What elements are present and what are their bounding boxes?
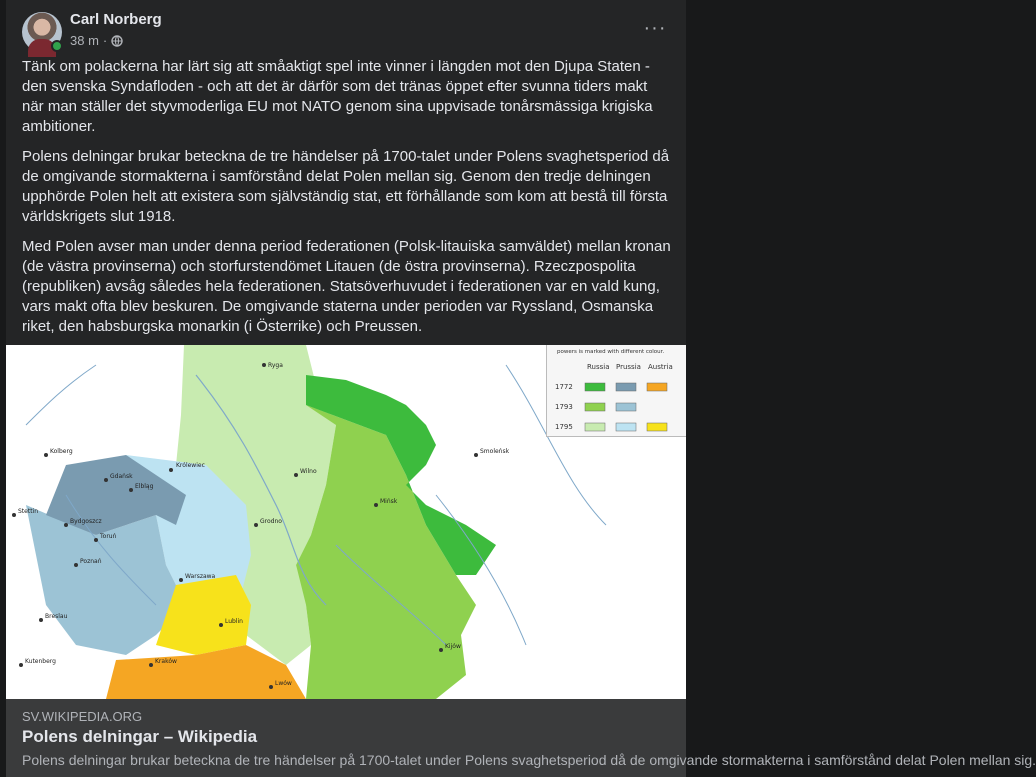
post-text: [22, 57, 672, 347]
legend-col-prussia: Prussia: [616, 363, 641, 371]
link-domain: SV.WIKIPEDIA.ORG: [22, 709, 143, 724]
city-krolewiec: Królewiec: [176, 462, 205, 469]
city-bydgoszcz: Bydgoszcz: [70, 518, 102, 525]
map-legend: [546, 345, 686, 437]
legend-swatch: [647, 383, 667, 391]
post-paragraph-1: Tänk om polackerna har lärt sig att småaktigt spel inte vinner i längden mot den Djupa Staten - den svenska Syndafloden - och att det är därför som det tränas öppet efter svunna tiders makt när man ställer det styvmoderliga EU mot NATO genom sina uppvisade tonårsmässiga krigiska ambitioner.: [22, 58, 653, 135]
legend-swatch: [585, 383, 605, 391]
city-minsk: Mińsk: [380, 498, 398, 505]
city-smolensk: Smoleńsk: [480, 448, 510, 455]
city-breslau: Breslau: [45, 613, 68, 620]
legend-year: 1793: [555, 403, 573, 411]
author-name[interactable]: Carl Norberg: [70, 11, 162, 28]
city-warszawa: Warszawa: [185, 573, 216, 580]
legend-swatch: [647, 423, 667, 431]
meta-separator: ·: [102, 33, 108, 48]
city-stettin: Stettin: [18, 508, 39, 515]
legend-year: 1772: [555, 383, 573, 391]
city-ryga: Ryga: [268, 362, 283, 369]
link-title[interactable]: Polens delningar – Wikipedia: [22, 727, 258, 746]
city-poznan: Poznań: [80, 558, 102, 565]
city-kijow: Kijów: [445, 643, 461, 650]
post-card: [6, 0, 1036, 777]
legend-swatch: [616, 383, 636, 391]
city-kolberg: Kolberg: [50, 448, 73, 455]
city-torun: Toruń: [100, 533, 117, 540]
legend-heading: powers is marked with different colour.: [557, 349, 665, 355]
online-status-icon: [51, 40, 63, 52]
link-preview-map-image[interactable]: [6, 345, 686, 699]
globe-icon: [111, 35, 123, 47]
link-description: Polens delningar brukar beteckna de tre händelser på 1700-talet under Polens svaghetsperiod då de omgivande stormakterna i samförstånd delat Polen mellan sig.: [22, 752, 1036, 768]
city-kutenberg: Kutenberg: [25, 658, 56, 665]
legend-col-austria: Austria: [648, 363, 673, 371]
city-krakow: Kraków: [155, 658, 177, 665]
city-gdansk: Gdańsk: [110, 473, 133, 480]
city-lwow: Lwów: [275, 680, 292, 687]
post-paragraph-2: Polens delningar brukar beteckna de tre händelser på 1700-talet under Polens svaghetsperiod då de omgivande stormakterna i samförstånd delat Polen mellan sig. Genom den tredje delningen upphörde Polen helt att existera som självständig stat, ett förhållande som kom att bestå till första världskrigets slut 1918.: [22, 148, 670, 225]
more-options-button[interactable]: ···: [643, 16, 667, 39]
legend-swatch: [585, 403, 605, 411]
city-wilno: Wilno: [300, 468, 317, 475]
legend-col-russia: Russia: [587, 363, 610, 371]
link-preview-card[interactable]: [6, 699, 1036, 777]
post-header: [6, 0, 686, 56]
legend-year: 1795: [555, 423, 573, 431]
legend-swatch: [585, 423, 605, 431]
post-paragraph-3: Med Polen avser man under denna period federationen (Polsk-litauiska samväldet) mellan kronan (de västra provinserna) och storfurstendömet Litauen (de östra provinserna). Rzeczpospolita (republiken) avsåg således hela federationen. Statsöverhuvudet i federationen var en vald kung, vars makt ofta blev beskuren. De omgivande staterna under perioden var Ryssland, Osmanska riket, den habsburgska monarkin (i Österrike) och Preussen.: [22, 238, 671, 335]
post-time[interactable]: 38 m: [70, 33, 99, 48]
city-lublin: Lublin: [225, 618, 243, 625]
legend-swatch: [616, 403, 636, 411]
legend-swatch: [616, 423, 636, 431]
city-grodno: Grodno: [260, 518, 282, 525]
city-elblag: Elbląg: [135, 483, 154, 490]
post-meta: [70, 33, 123, 48]
